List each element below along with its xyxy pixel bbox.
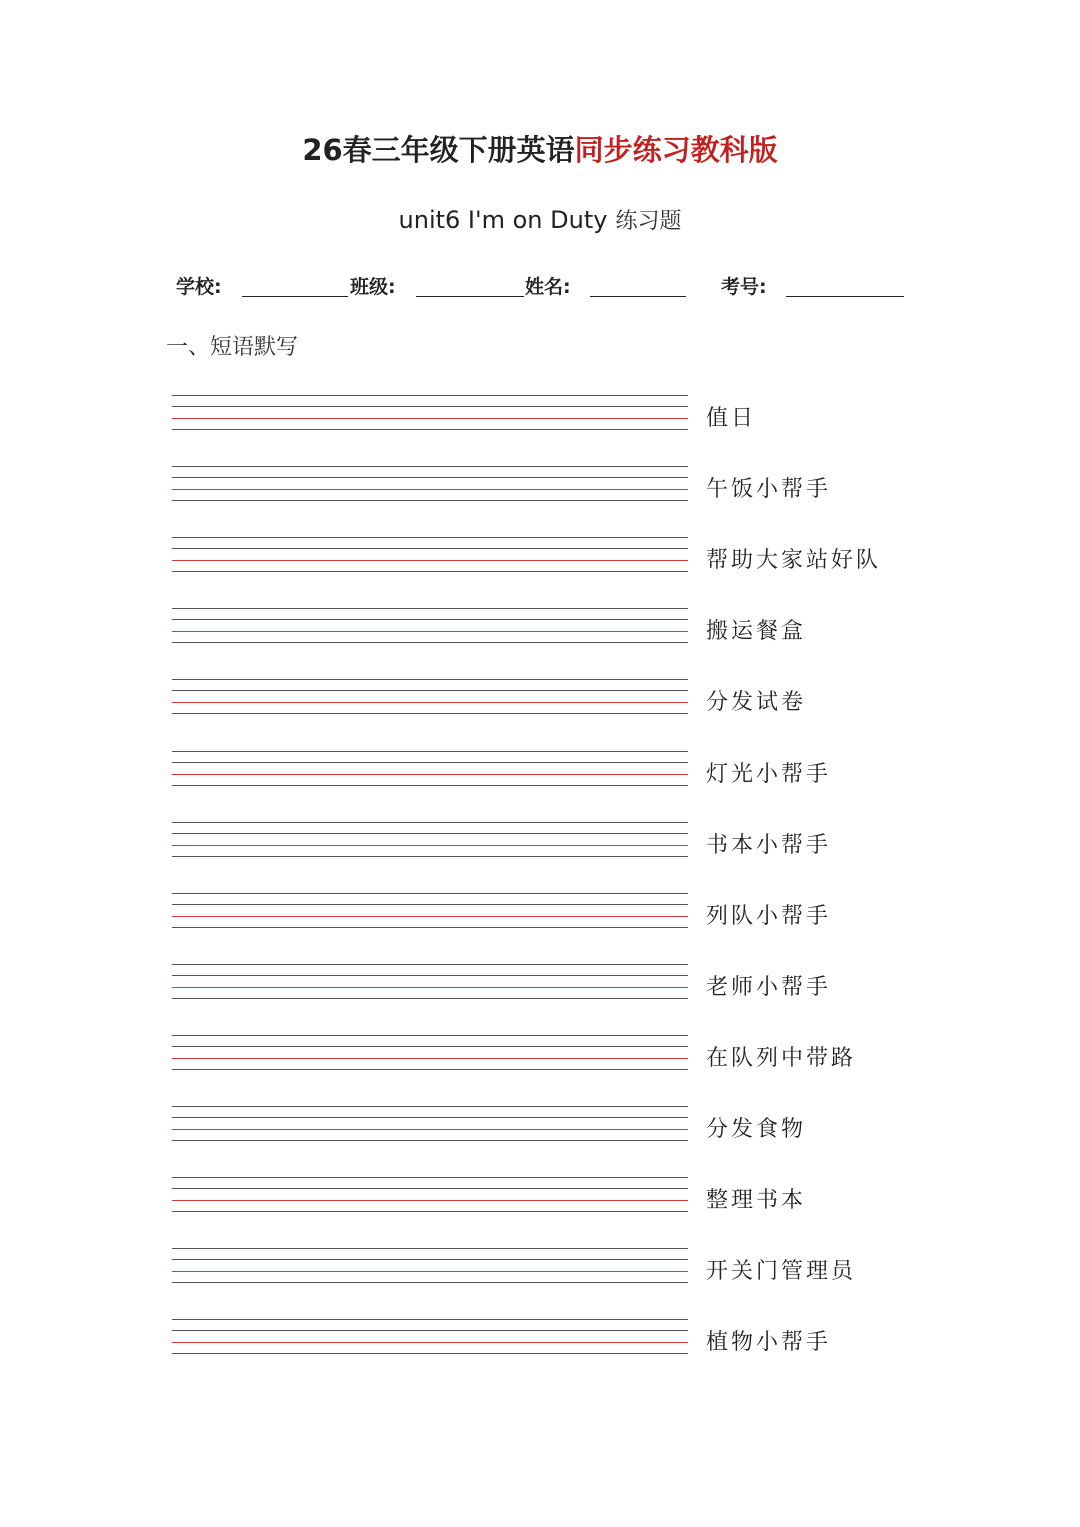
phrase-chinese: 帮助大家站好队 [706,548,882,574]
guide-line [172,1282,688,1283]
phrase-row [172,893,892,943]
guide-line [172,822,688,823]
guide-line [172,713,688,714]
guide-line [172,571,688,572]
phrase-row [172,537,892,587]
guide-line [172,1140,688,1141]
writing-lines[interactable] [172,1106,688,1146]
guide-line [172,1117,688,1118]
phrase-chinese: 书本小帮手 [706,832,832,858]
guide-line [172,975,688,976]
guide-line [172,537,688,538]
phrase-chinese: 搬运餐盒 [706,619,807,645]
baseline-red-line [172,489,688,490]
guide-line [172,608,688,609]
phrase-row [172,1319,892,1369]
guide-line [172,1069,688,1070]
phrase-chinese: 灯光小帮手 [706,761,832,787]
school-label: 学校: [176,276,222,298]
baseline-red-line [172,1129,688,1130]
writing-lines[interactable] [172,395,688,435]
phrase-row [172,1035,892,1085]
phrase-row [172,964,892,1014]
phrase-chinese: 列队小帮手 [706,903,832,929]
guide-line [172,1319,688,1320]
writing-lines[interactable] [172,608,688,648]
baseline-red-line [172,845,688,846]
guide-line [172,395,688,396]
page-title [0,128,1080,169]
guide-line [172,904,688,905]
guide-line [172,1035,688,1036]
phrase-row [172,822,892,872]
baseline-red-line [172,418,688,419]
baseline-red-line [172,560,688,561]
baseline-red-line [172,774,688,775]
guide-line [172,1211,688,1212]
guide-line [172,1106,688,1107]
phrase-chinese: 植物小帮手 [706,1330,832,1356]
writing-lines[interactable] [172,466,688,506]
phrase-row [172,395,892,445]
guide-line [172,856,688,857]
writing-lines[interactable] [172,1319,688,1359]
guide-line [172,477,688,478]
guide-line [172,500,688,501]
exercise-label: 练习题 [615,209,682,234]
section-title: 一、短语默写 [166,335,299,360]
guide-line [172,1259,688,1260]
student-info-row [176,270,916,302]
phrase-row [172,1248,892,1298]
class-field[interactable] [416,296,524,297]
baseline-red-line [172,1200,688,1201]
guide-line [172,619,688,620]
baseline-red-line [172,631,688,632]
number-label: 考号: [721,276,767,298]
guide-line [172,642,688,643]
phrase-row [172,608,892,658]
school-field[interactable] [242,296,348,297]
phrase-chinese: 在队列中带路 [706,1045,857,1071]
guide-line [172,429,688,430]
writing-lines[interactable] [172,1035,688,1075]
guide-line [172,1353,688,1354]
guide-line [172,785,688,786]
number-field[interactable] [786,296,904,297]
guide-line [172,998,688,999]
phrase-chinese: 开关门管理员 [706,1259,857,1285]
guide-line [172,1248,688,1249]
writing-lines[interactable] [172,751,688,791]
phrase-chinese: 分发食物 [706,1117,807,1142]
writing-lines[interactable] [172,679,688,719]
phrase-chinese: 午饭小帮手 [706,477,832,503]
baseline-red-line [172,1271,688,1272]
guide-line [172,548,688,549]
phrase-row [172,751,892,801]
guide-line [172,833,688,834]
guide-line [172,1046,688,1047]
phrase-row [172,466,892,516]
phrase-chinese: 整理书本 [706,1188,807,1214]
writing-lines[interactable] [172,893,688,933]
guide-line [172,964,688,965]
guide-line [172,762,688,763]
baseline-red-line [172,1342,688,1343]
guide-line [172,406,688,407]
writing-lines[interactable] [172,537,688,577]
guide-line [172,893,688,894]
guide-line [172,1188,688,1189]
page-subtitle [0,204,1080,235]
name-field[interactable] [590,296,686,297]
writing-lines[interactable] [172,964,688,1004]
name-label: 姓名: [525,276,571,298]
phrase-chinese: 值日 [706,406,757,431]
writing-lines[interactable] [172,1177,688,1217]
guide-line [172,690,688,691]
guide-line [172,679,688,680]
title-main: 26春三年级下册英语 [302,133,575,167]
guide-line [172,1177,688,1178]
phrase-chinese: 分发试卷 [706,690,807,716]
writing-lines[interactable] [172,822,688,862]
phrase-chinese: 老师小帮手 [706,974,832,1000]
baseline-red-line [172,1058,688,1059]
guide-line [172,1330,688,1331]
phrase-row [172,1106,892,1156]
baseline-red-line [172,916,688,917]
class-label: 班级: [350,276,396,298]
unit-title: unit6 I'm on Duty [398,206,608,234]
writing-lines[interactable] [172,1248,688,1288]
guide-line [172,927,688,928]
baseline-red-line [172,702,688,703]
guide-line [172,466,688,467]
phrase-row [172,679,892,729]
baseline-red-line [172,987,688,988]
phrase-row [172,1177,892,1227]
title-highlight: 同步练习教科版 [574,133,778,167]
guide-line [172,751,688,752]
